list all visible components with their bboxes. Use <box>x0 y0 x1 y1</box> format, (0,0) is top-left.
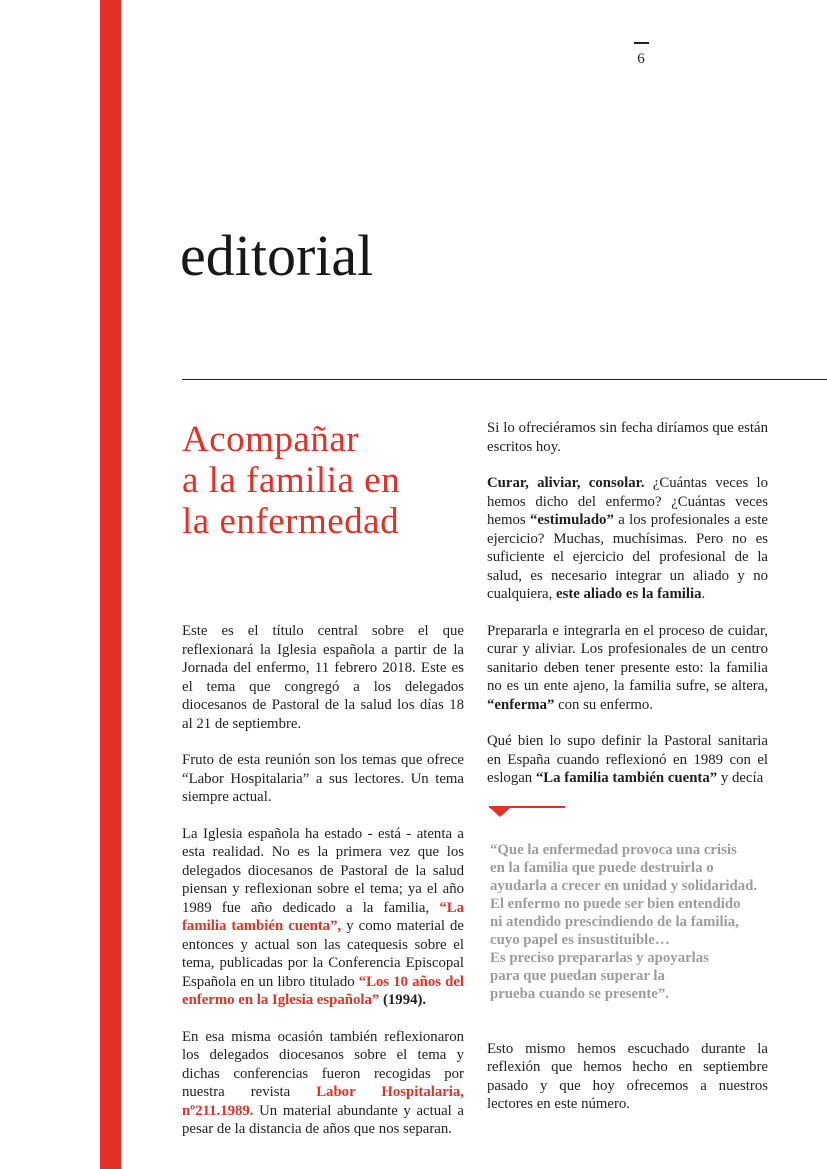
text-run: “La familia también cuenta” <box>535 770 718 786</box>
article-title <box>182 419 464 542</box>
text-run: y como material de entonces y actual son las catequesis sobre el tema, publicadas por la Conferencia Episcopal Española en un libro titulado <box>182 918 464 990</box>
quote-line: ni atendido prescindiendo de la familia, <box>490 913 739 930</box>
page-number: 6 <box>637 51 645 67</box>
text-run: Si lo ofreciéramos sin fecha diríamos que están escritos hoy. <box>487 420 768 455</box>
text-run: Prepararla e integrarla en el proceso de cuidar, curar y aliviar. Los profesionales de un centro sanitario deben tener presente esto: la familia no es un ente ajeno, la familia sufre, se altera, <box>487 622 768 694</box>
article-body <box>182 419 768 1157</box>
article-title-line: a la familia en <box>182 460 401 501</box>
down-triangle-icon <box>490 808 510 817</box>
pull-quote-marker <box>489 806 565 818</box>
paragraph <box>182 751 464 807</box>
article-title-line: la enfermedad <box>182 501 400 542</box>
text-run: “estimulado” <box>530 512 614 528</box>
paragraph <box>182 622 464 733</box>
text-run: este aliado es la familia <box>556 586 702 602</box>
section-title: editorial <box>180 223 374 288</box>
text-run: Un material abundante y actual a pesar de la distancia de años que nos separan. <box>182 1102 464 1137</box>
paragraph <box>487 419 768 456</box>
text-run: “Los 10 años del enfermo en la Iglesia española” <box>182 973 464 1008</box>
pull-quote <box>490 841 768 1003</box>
text-run: Este es el título central sobre el que reflexionará la Iglesia española a partir de la Jornada del enfermo, 11 febrero 2018. Este es el tema que congregó a los delegados diocesanos de Pastoral de la salud los días 18 al 21 de septiembre. <box>182 623 464 732</box>
text-run: “La familia también cuenta”, <box>182 899 464 934</box>
left-accent-bar <box>100 0 121 1169</box>
paragraph <box>487 732 768 788</box>
article-title-line: Acompañar <box>182 419 360 460</box>
left-column <box>182 419 464 1157</box>
text-run: En esa misma ocasión también reflexionaron los delegados diocesanos sobre el tema y dichas conferencias fueron recogidas por nuestra revista <box>182 1028 464 1100</box>
text-run: Esto mismo hemos escuchado durante la reflexión que hemos hecho en septiembre pasado y que hoy ofrecemos a nuestros lectores en este número. <box>487 1040 768 1112</box>
quote-line: prueba cuando se presente”. <box>490 985 669 1002</box>
quote-line: “Que la enfermedad provoca una crisis <box>490 841 737 858</box>
quote-line: cuyo papel es insustituible… <box>490 931 670 948</box>
quote-line: para que puedan superar la <box>490 967 665 984</box>
text-run: La Iglesia española ha estado - está - atenta a esta realidad. No es la primera vez que los delegados diocesanos de Pastoral de la salud piensan y reflexionan sobre el tema; ya el año 1989 fue año dedicado a la familia, <box>182 825 464 916</box>
quote-line: Es preciso prepararlas y apoyarlas <box>490 949 709 966</box>
text-run: (1994). <box>379 992 427 1008</box>
text-run: y decía <box>717 770 764 786</box>
text-run: “enferma” <box>487 696 555 713</box>
text-run: Fruto de esta reunión son los temas que ofrece “Labor Hospitalaria” a sus lectores. Un tema siempre actual. <box>182 752 464 805</box>
page-number-block <box>619 42 663 68</box>
text-run: con su enfermo. <box>554 696 654 713</box>
quote-line: El enfermo no puede ser bien entendido <box>490 895 741 912</box>
paragraph <box>487 474 768 604</box>
paragraph <box>182 1028 464 1139</box>
paragraph <box>182 825 464 1010</box>
paragraph <box>487 622 768 715</box>
text-run: a los profesionales a este ejercicio? Muchas, muchísimas. Pero no es suficiente el ejercicio del profesional de la salud, es necesario integrar un aliado y no cualquiera, <box>487 512 768 602</box>
paragraph <box>487 1040 768 1114</box>
quote-line: en la familia que puede destruirla o <box>490 859 714 876</box>
text-run: . <box>701 586 706 602</box>
text-run: ¿Cuántas veces lo hemos dicho del enfermo? ¿Cuántas veces hemos <box>487 475 768 528</box>
page-number-rule <box>634 42 649 44</box>
header-divider-rule <box>182 379 827 380</box>
text-run: Qué bien lo supo definir la Pastoral sanitaria en España cuando reflexionó en 1989 con el eslogan <box>487 733 768 786</box>
text-run: Labor Hospitalaria, nº211.1989. <box>182 1084 465 1119</box>
text-run: Curar, aliviar, consolar. <box>487 475 653 491</box>
right-column <box>487 419 768 1157</box>
quote-line: ayudarla a crecer en unidad y solidaridad. <box>490 877 758 894</box>
